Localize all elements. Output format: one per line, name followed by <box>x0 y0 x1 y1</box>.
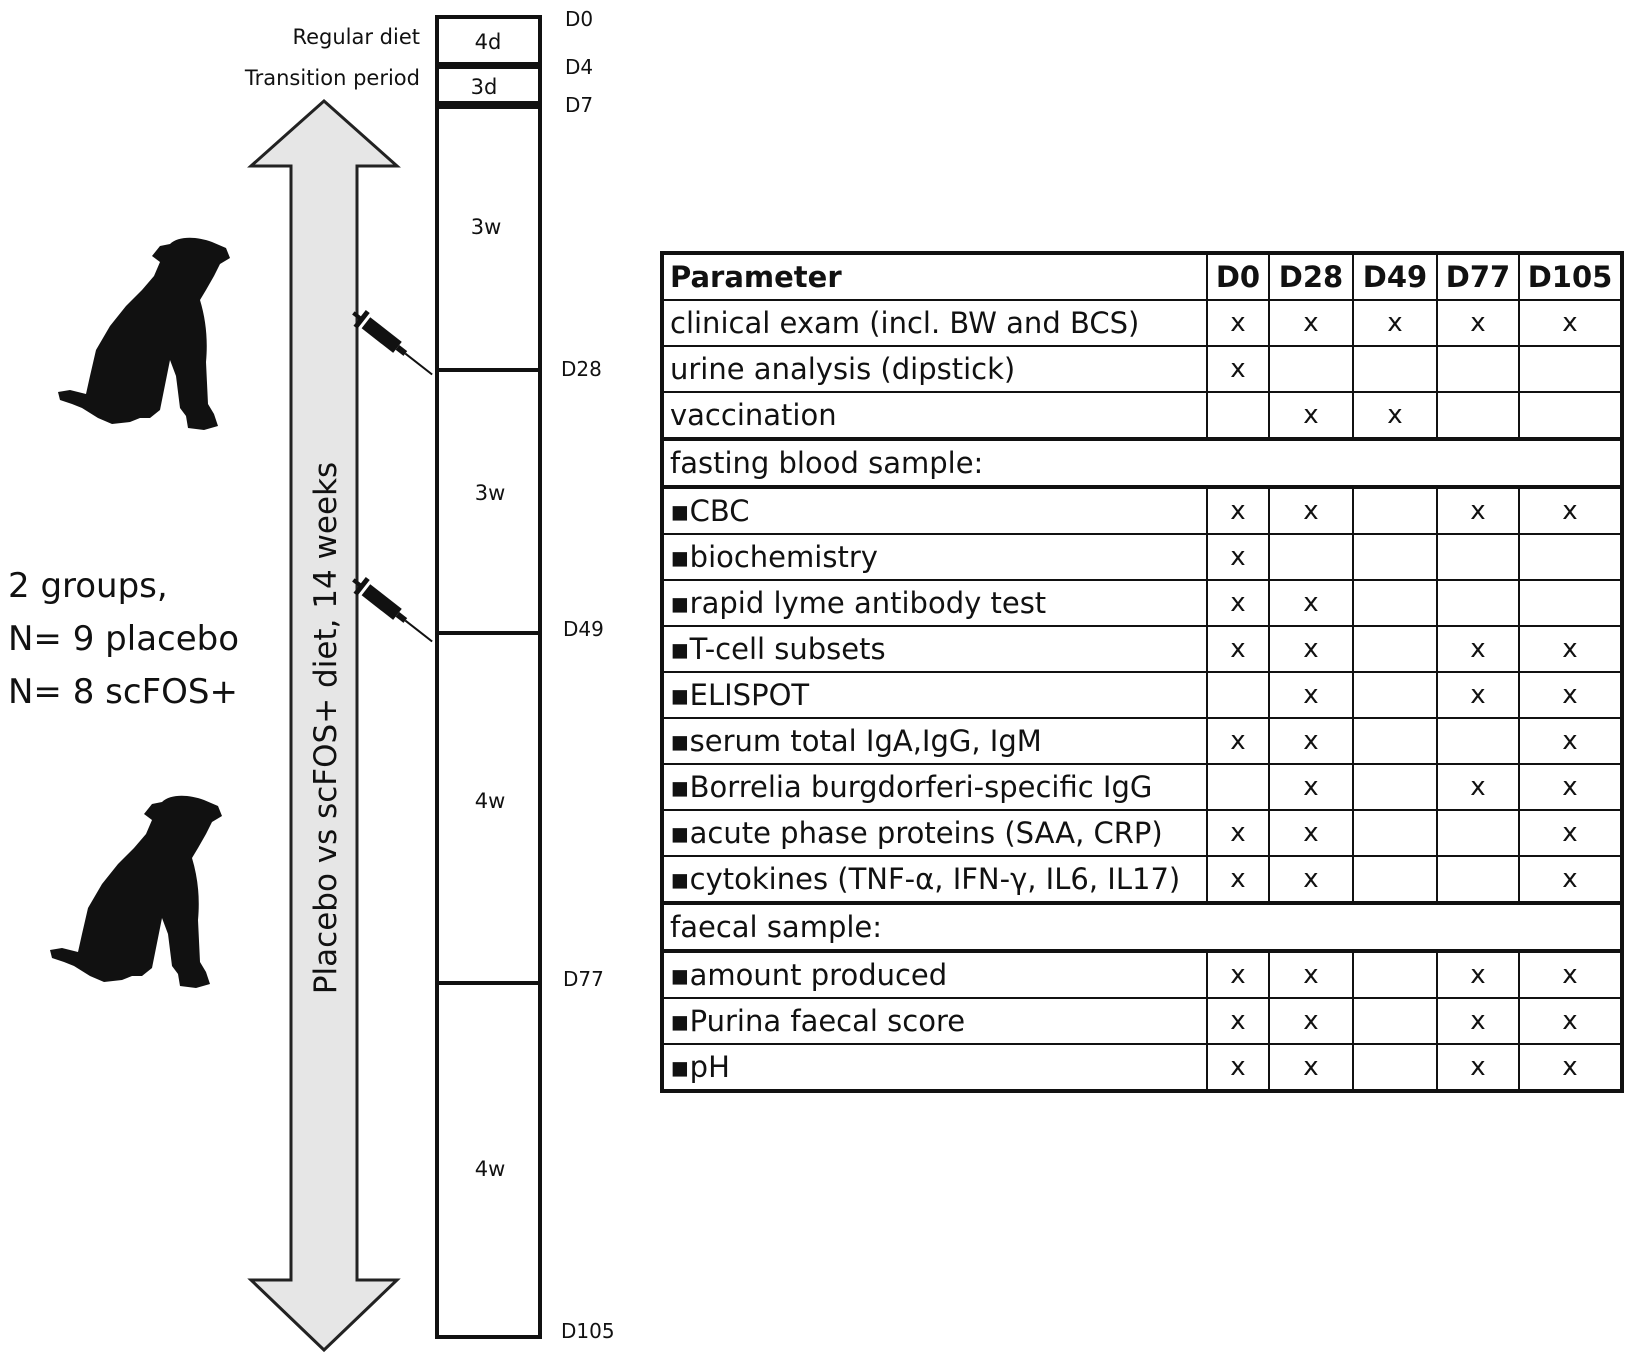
table-row <box>662 346 1622 392</box>
schedule-mark: x <box>1519 856 1622 903</box>
schedule-mark <box>1437 856 1519 903</box>
schedule-mark: x <box>1207 998 1269 1044</box>
table-row <box>662 626 1622 672</box>
schedule-mark <box>1353 534 1437 580</box>
table-row <box>662 392 1622 439</box>
table-section-row <box>662 903 1622 951</box>
parameter-label: ▪Purina faecal score <box>662 998 1207 1044</box>
schedule-mark: x <box>1519 951 1622 998</box>
table-row <box>662 300 1622 346</box>
phase-label-transition: Transition period <box>244 66 420 90</box>
schedule-mark: x <box>1207 487 1269 534</box>
schedule-mark <box>1519 534 1622 580</box>
dog-silhouette-icon <box>58 238 230 430</box>
phase-duration-regular: 4d <box>474 30 502 54</box>
parameter-label: ▪serum total IgA,IgG, IgM <box>662 718 1207 764</box>
schedule-mark <box>1437 346 1519 392</box>
schedule-mark <box>1437 392 1519 439</box>
schedule-mark: x <box>1437 998 1519 1044</box>
schedule-mark <box>1353 487 1437 534</box>
groups-scfos: N= 8 scFOS+ <box>8 672 238 712</box>
schedule-mark <box>1353 1044 1437 1091</box>
header-d28: D28 <box>1269 253 1353 300</box>
schedule-mark <box>1207 672 1269 718</box>
header-d0: D0 <box>1207 253 1269 300</box>
schedule-mark: x <box>1269 392 1353 439</box>
schedule-mark: x <box>1519 764 1622 810</box>
parameter-label: ▪cytokines (TNF-α, IFN-γ, IL6, IL17) <box>662 856 1207 903</box>
table-row <box>662 1044 1622 1091</box>
phase-label-regular: Regular diet <box>292 25 420 49</box>
schedule-mark <box>1519 580 1622 626</box>
schedule-mark <box>1437 580 1519 626</box>
schedule-mark: x <box>1269 626 1353 672</box>
schedule-mark <box>1207 764 1269 810</box>
study-column <box>437 107 540 1337</box>
dog-silhouette-icon <box>50 796 222 988</box>
schedule-mark <box>1353 718 1437 764</box>
schedule-mark: x <box>1519 626 1622 672</box>
schedule-mark: x <box>1269 764 1353 810</box>
schedule-mark: x <box>1269 580 1353 626</box>
schedule-mark <box>1353 580 1437 626</box>
table-header-row <box>662 253 1622 300</box>
schedule-mark <box>1353 856 1437 903</box>
segment-label-4: 4w <box>474 1157 506 1181</box>
schedule-mark: x <box>1437 951 1519 998</box>
schedule-mark <box>1353 346 1437 392</box>
section-label: faecal sample: <box>662 903 1622 951</box>
segment-label-1: 3w <box>470 215 502 239</box>
schedule-mark: x <box>1353 392 1437 439</box>
day-mark-d49: D49 <box>563 617 604 641</box>
parameter-label: ▪pH <box>662 1044 1207 1091</box>
schedule-mark: x <box>1207 1044 1269 1091</box>
schedule-mark: x <box>1269 487 1353 534</box>
day-mark-d7: D7 <box>565 93 594 117</box>
schedule-mark: x <box>1207 810 1269 856</box>
header-d105: D105 <box>1519 253 1622 300</box>
parameter-label: ▪biochemistry <box>662 534 1207 580</box>
schedule-mark: x <box>1353 300 1437 346</box>
table-row <box>662 718 1622 764</box>
parameter-label: vaccination <box>662 392 1207 439</box>
parameter-label: clinical exam (incl. BW and BCS) <box>662 300 1207 346</box>
day-mark-d28: D28 <box>561 357 602 381</box>
schedule-mark: x <box>1269 856 1353 903</box>
schedule-mark <box>1437 718 1519 764</box>
phase-duration-transition: 3d <box>470 75 498 99</box>
schedule-mark: x <box>1207 856 1269 903</box>
schedule-mark: x <box>1519 487 1622 534</box>
schedule-mark: x <box>1437 487 1519 534</box>
syringe-icon <box>347 305 438 382</box>
schedule-mark <box>1519 346 1622 392</box>
schedule-mark: x <box>1269 998 1353 1044</box>
schedule-mark: x <box>1437 764 1519 810</box>
schedule-mark <box>1437 534 1519 580</box>
table-row <box>662 580 1622 626</box>
table-row <box>662 672 1622 718</box>
table-body <box>662 300 1622 1091</box>
groups-info <box>8 560 239 719</box>
day-mark-d105: D105 <box>561 1319 615 1343</box>
schedule-mark: x <box>1207 626 1269 672</box>
parameter-label: ▪rapid lyme antibody test <box>662 580 1207 626</box>
schedule-mark: x <box>1269 718 1353 764</box>
table-section-row <box>662 439 1622 487</box>
parameter-table <box>660 251 1624 1093</box>
schedule-mark <box>1353 626 1437 672</box>
table-row <box>662 764 1622 810</box>
parameter-label: urine analysis (dipstick) <box>662 346 1207 392</box>
schedule-mark: x <box>1207 300 1269 346</box>
header-d77: D77 <box>1437 253 1519 300</box>
schedule-mark <box>1353 951 1437 998</box>
header-parameter: Parameter <box>662 253 1207 300</box>
arrow-label: Placebo vs scFOS+ diet, 14 weeks <box>308 461 344 995</box>
schedule-mark: x <box>1519 810 1622 856</box>
schedule-mark <box>1519 392 1622 439</box>
schedule-mark <box>1353 764 1437 810</box>
schedule-mark: x <box>1207 346 1269 392</box>
header-d49: D49 <box>1353 253 1437 300</box>
table-row <box>662 998 1622 1044</box>
schedule-mark <box>1353 672 1437 718</box>
table-row <box>662 856 1622 903</box>
schedule-mark: x <box>1207 718 1269 764</box>
schedule-mark: x <box>1269 810 1353 856</box>
schedule-mark: x <box>1519 998 1622 1044</box>
table-row <box>662 951 1622 998</box>
schedule-mark: x <box>1207 951 1269 998</box>
parameter-label: ▪amount produced <box>662 951 1207 998</box>
parameter-label: ▪acute phase proteins (SAA, CRP) <box>662 810 1207 856</box>
table-row <box>662 810 1622 856</box>
schedule-mark: x <box>1207 534 1269 580</box>
schedule-mark: x <box>1519 672 1622 718</box>
schedule-mark <box>1353 998 1437 1044</box>
parameter-label: ▪CBC <box>662 487 1207 534</box>
groups-count: 2 groups, <box>8 566 168 606</box>
schedule-mark: x <box>1269 300 1353 346</box>
parameter-label: ▪ELISPOT <box>662 672 1207 718</box>
schedule-mark <box>1269 346 1353 392</box>
parameter-label: ▪T-cell subsets <box>662 626 1207 672</box>
schedule-mark <box>1207 392 1269 439</box>
day-mark-d0: D0 <box>565 7 594 31</box>
section-label: fasting blood sample: <box>662 439 1622 487</box>
schedule-mark: x <box>1269 672 1353 718</box>
groups-placebo: N= 9 placebo <box>8 619 240 659</box>
schedule-mark <box>1437 810 1519 856</box>
schedule-mark: x <box>1437 300 1519 346</box>
parameter-label: ▪Borrelia burgdorferi-specific IgG <box>662 764 1207 810</box>
day-mark-d77: D77 <box>563 967 604 991</box>
schedule-mark: x <box>1437 626 1519 672</box>
schedule-mark: x <box>1519 300 1622 346</box>
schedule-mark: x <box>1207 580 1269 626</box>
table-row <box>662 487 1622 534</box>
schedule-mark: x <box>1437 672 1519 718</box>
schedule-mark: x <box>1519 718 1622 764</box>
schedule-mark: x <box>1269 1044 1353 1091</box>
schedule-mark: x <box>1519 1044 1622 1091</box>
segment-label-3: 4w <box>474 789 506 813</box>
schedule-mark: x <box>1437 1044 1519 1091</box>
schedule-mark: x <box>1269 951 1353 998</box>
syringe-icon <box>347 572 438 649</box>
segment-label-2: 3w <box>474 481 506 505</box>
table-row <box>662 534 1622 580</box>
day-mark-d4: D4 <box>565 55 594 79</box>
schedule-mark <box>1353 810 1437 856</box>
schedule-mark <box>1269 534 1353 580</box>
